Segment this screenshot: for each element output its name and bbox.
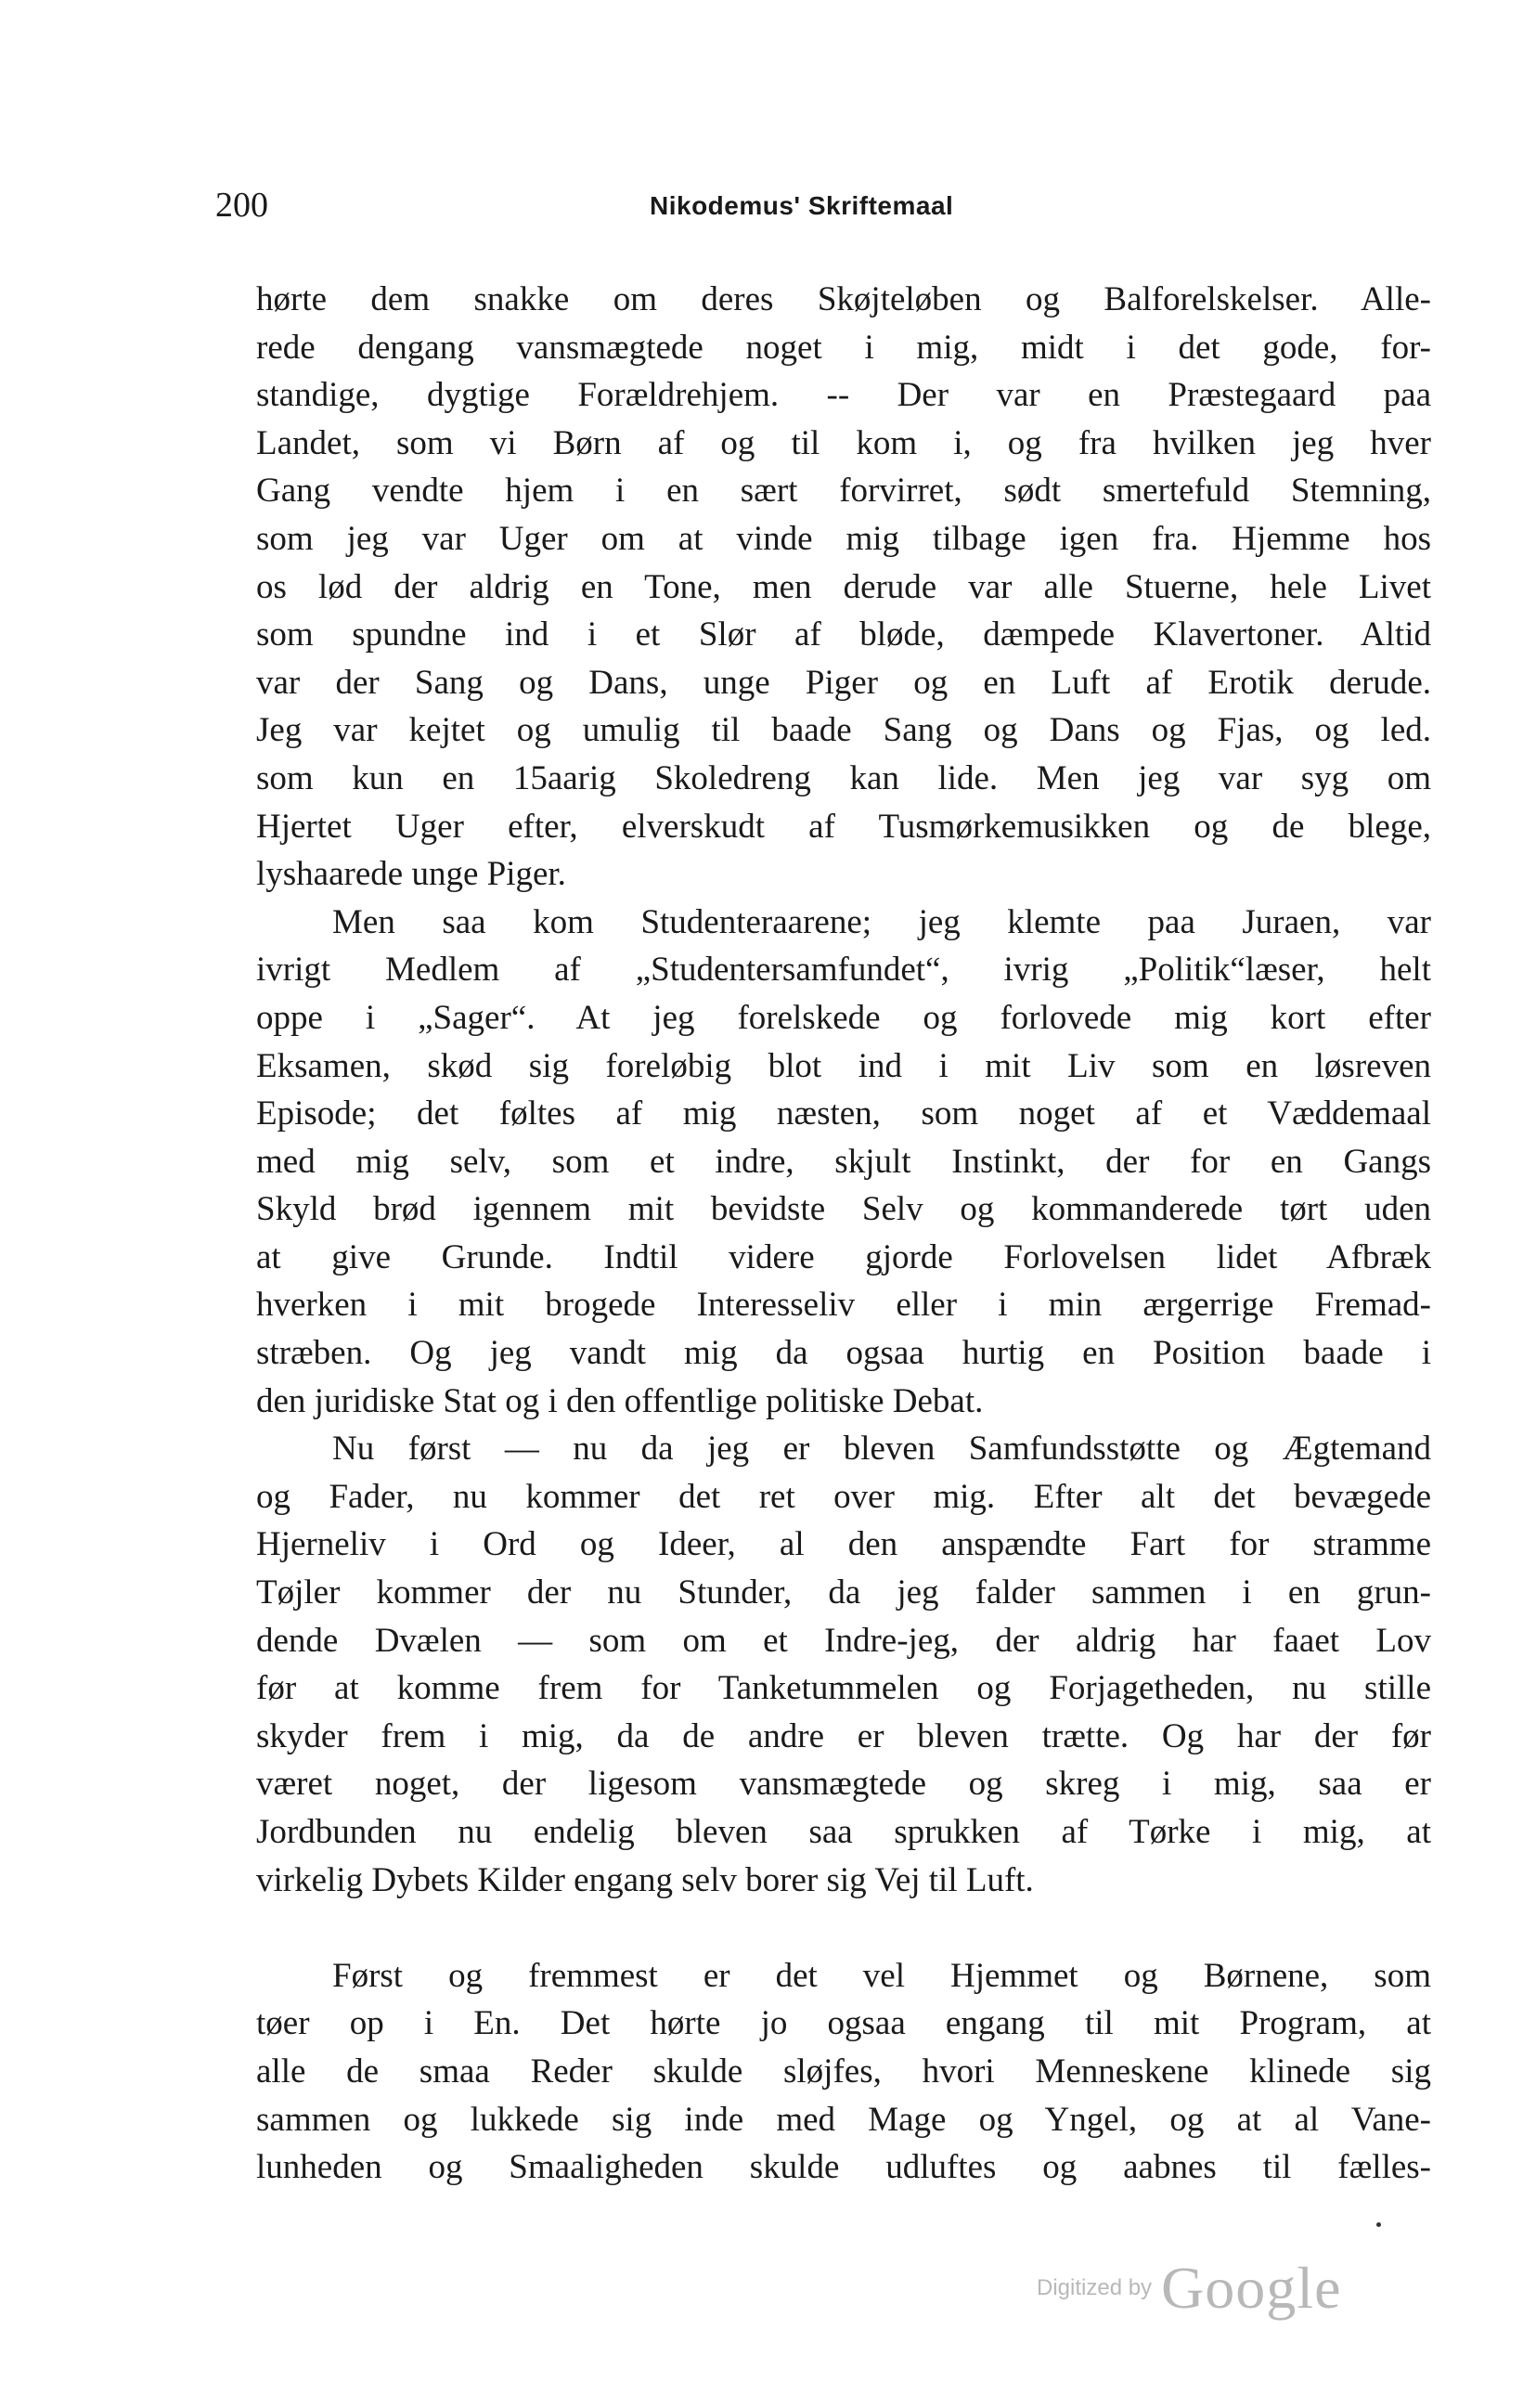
text-line: som jeg var Uger om at vinde mig tilbage igen fra. Hjemme hos xyxy=(256,519,1431,558)
text-line: standige, dygtige Forældrehjem. -- Der var en Præstegaard paa xyxy=(256,376,1431,415)
text-line: var der Sang og Dans, unge Piger og en Luft af Erotik derude. xyxy=(256,663,1431,702)
google-logo: Google xyxy=(1161,2255,1342,2321)
text-line: været noget, der ligesom vansmægtede og skreg i mig, saa er xyxy=(256,1765,1431,1804)
text-line: hørte dem snakke om deres Skøjteløben og Balforelskelser. Alle- xyxy=(256,280,1431,318)
text-line: Episode; det føltes af mig næsten, som noget af et Væddemaal xyxy=(256,1094,1431,1133)
text-line: Skyld brød igennem mit bevidste Selv og kommanderede tørt uden xyxy=(256,1190,1431,1229)
text-line: rede dengang vansmægtede noget i mig, midt i det gode, for- xyxy=(256,328,1431,367)
text-line: Hjertet Uger efter, elverskudt af Tusmørkemusikken og de blege, xyxy=(256,807,1431,846)
text-line: Landet, som vi Børn af og til kom i, og fra hvilken jeg hver xyxy=(256,423,1431,462)
text-line: som kun en 15aarig Skoledreng kan lide. Men jeg var syg om xyxy=(256,758,1431,797)
text-line: og Fader, nu kommer det ret over mig. Efter alt det bevægede xyxy=(256,1477,1431,1516)
body-text xyxy=(256,276,1431,2192)
text-line: stræben. Og jeg vandt mig da ogsaa hurtig en Position baade i xyxy=(256,1334,1431,1373)
text-line: Gang vendte hjem i en sært forvirret, sødt smertefuld Stemning, xyxy=(256,472,1431,511)
text-line: at give Grunde. Indtil videre gjorde Forlovelsen lidet Afbræk xyxy=(256,1237,1431,1276)
text-line: hverken i mit brogede Interesseliv eller i min ærgerrige Fremad- xyxy=(256,1286,1431,1325)
running-title: Nikodemus' Skriftemaal xyxy=(650,191,954,220)
text-line: den juridiske Stat og i den offentlige politiske Debat. xyxy=(256,1381,984,1420)
paragraph-start-line: Men saa kom Studenteraarene; jeg klemte paa Juraen, var xyxy=(332,902,1431,941)
text-line: med mig selv, som et indre, skjult Instinkt, der for en Gangs xyxy=(256,1142,1431,1181)
digitization-watermark xyxy=(1037,2254,1341,2323)
text-line: tøer op i En. Det hørte jo ogsaa engang til mit Program, at xyxy=(256,2004,1431,2043)
text-line: Hjerneliv i Ord og Ideer, al den anspændte Fart for stramme xyxy=(256,1525,1431,1564)
text-line: som spundne ind i et Slør af bløde, dæmpede Klavertoner. Altid xyxy=(256,615,1431,654)
text-line: virkelig Dybets Kilder engang selv borer sig Vej til Luft. xyxy=(256,1860,1034,1899)
section-break xyxy=(256,1904,1431,1952)
text-line: Tøjler kommer der nu Stunder, da jeg falder sammen i en grun- xyxy=(256,1573,1431,1612)
paragraph-start-line: Først og fremmest er det vel Hjemmet og Børnene, som xyxy=(332,1956,1431,1995)
text-line: alle de smaa Reder skulde sløjfes, hvori Menneskene klinede sig xyxy=(256,2052,1431,2091)
text-line: sammen og lukkede sig inde med Mage og Yngel, og at al Vane- xyxy=(256,2100,1431,2139)
paragraph-start-line: Nu først — nu da jeg er bleven Samfundsstøtte og Ægtemand xyxy=(332,1430,1431,1469)
text-line: før at komme frem for Tanketummelen og Forjagetheden, nu stille xyxy=(256,1669,1431,1708)
text-line: os lød der aldrig en Tone, men derude var alle Stuerne, hele Livet xyxy=(256,567,1431,606)
text-line: Jeg var kejtet og umulig til baade Sang og Dans og Fjas, og led. xyxy=(256,711,1431,750)
text-line: Jordbunden nu endelig bleven saa sprukken af Tørke i mig, at xyxy=(256,1813,1431,1851)
text-line: skyder frem i mig, da de andre er bleven trætte. Og har der før xyxy=(256,1716,1431,1755)
watermark-prefix: Digitized by xyxy=(1037,2275,1153,2300)
text-line: lunheden og Smaaligheden skulde udluftes og aabnes til fælles- xyxy=(256,2148,1431,2187)
text-line: ivrigt Medlem af „Studentersamfundet“, ivrig „Politik“læser, helt xyxy=(256,951,1431,990)
text-line: Eksamen, skød sig foreløbig blot ind i mit Liv som en løsreven xyxy=(256,1046,1431,1085)
page-number: 200 xyxy=(215,186,268,225)
text-line: lyshaarede unge Piger. xyxy=(256,855,566,894)
text-line: oppe i „Sager“. At jeg forelskede og forlovede mig kort efter xyxy=(256,998,1431,1037)
ink-speck xyxy=(1376,2222,1381,2227)
text-line: dende Dvælen — som om et Indre-jeg, der aldrig har faaet Lov xyxy=(256,1621,1431,1660)
